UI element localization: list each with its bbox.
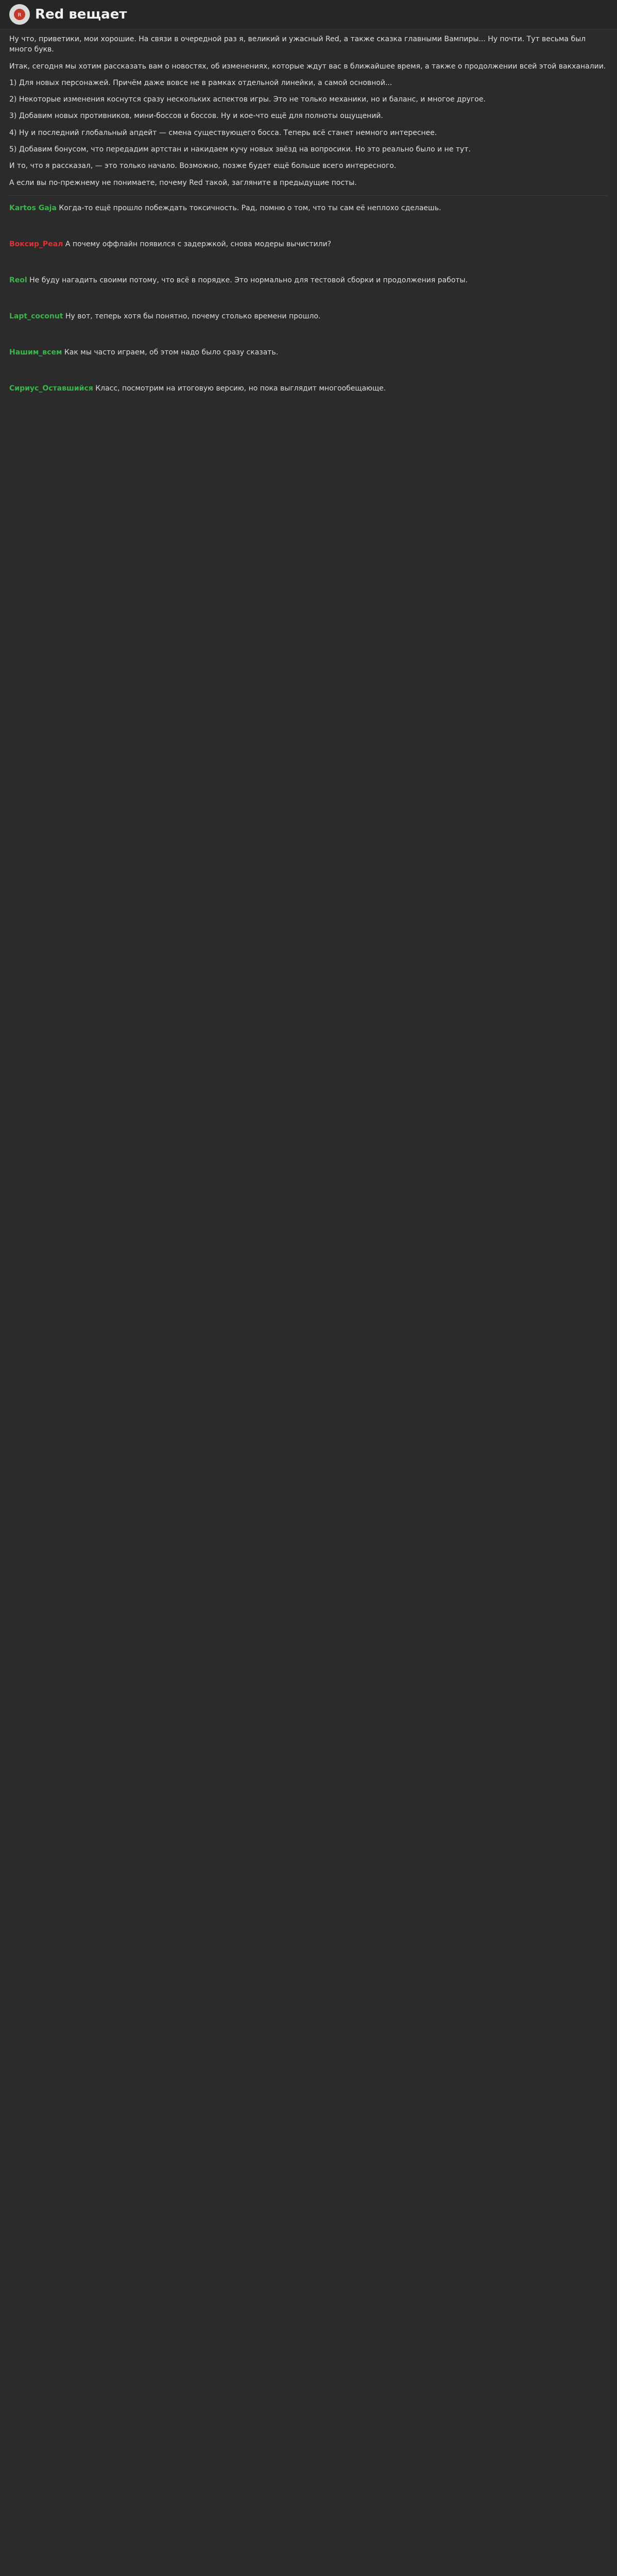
comment-text: Когда-то ещё прошло побеждать токсичность. Рад, помню о том, что ты сам её неплохо сделаешь. [59,204,441,212]
comment-text: Класс, посмотрим на итоговую версию, но пока выглядит многообещающе. [95,384,386,393]
header [0,0,617,29]
post-body [9,34,608,188]
comment-text: А почему оффлайн появился с задержкой, снова модеры вычистили? [65,240,332,248]
post-paragraph-5: 3) Добавим новых противников, мини-боссов и боссов. Ну и кое-что ещё для полноты ощущений. [9,112,383,121]
comment [9,347,608,358]
post-paragraph-2: Итак, сегодня мы хотим рассказать вам о новостях, об изменениях, которые ждут вас в ближайшее время, а также о продолжении всей этой вакханалии. [9,62,606,71]
comment-user[interactable]: Сириус_Оставшийся [9,384,93,393]
post-paragraph-8: И то, что я рассказал, — это только начало. Возможно, позже будет ещё больше всего интересного. [9,162,397,171]
post-paragraph-1: Ну что, приветики, мои хорошие. На связи в очередной раз я, великий и ужасный Red, а также сказка главными Вампиры... Ну почти. Тут весьма был много букв. [9,35,586,54]
comment-user[interactable]: Kartos Gaja [9,204,57,212]
comment-user[interactable]: Нашим_всем [9,348,62,357]
comment-user[interactable]: Воксир_Реал [9,240,63,248]
post-paragraph-9: А если вы по-прежнему не понимаете, почему Red такой, загляните в предыдущие посты. [9,178,357,187]
comment [9,275,608,285]
post-paragraph-3: 1) Для новых персонажей. Причём даже вовсе не в рамках отдельной линейки, а самой основной... [9,78,392,87]
comment-text: Не буду нагадить своими потому, что всё в порядке. Это нормально для тестовой сборки и продолжения работы. [29,276,468,284]
comment [9,203,608,213]
comments-section [9,203,608,1543]
comment [9,311,608,321]
comment-user[interactable]: Reol [9,276,27,284]
divider [9,195,608,196]
svg-text:R: R [18,12,22,18]
comment-text: Ну вот, теперь хотя бы понятно, почему столько времени прошло. [65,312,321,320]
post-paragraph-4: 2) Некоторые изменения коснутся сразу нескольких аспектов игры. Это не только механики, но и баланс, и многое другое. [9,95,486,104]
post-content [9,34,608,2576]
comment-user[interactable]: Lapt_coconut [9,312,63,320]
post-paragraph-7: 5) Добавим бонусом, что передадим артстан и накидаем кучу новых звёзд на вопросики. Но это реально было и не тут. [9,145,471,154]
red-logo-icon [9,4,30,25]
comment [9,383,608,394]
page-title: Red вещает [35,7,127,22]
comment [9,239,608,249]
comment-text: Как мы часто играем, об этом надо было сразу сказать. [64,348,279,357]
post-paragraph-6: 4) Ну и последний глобальный апдейт — смена существующего босса. Теперь всё станет немного интереснее. [9,128,437,137]
